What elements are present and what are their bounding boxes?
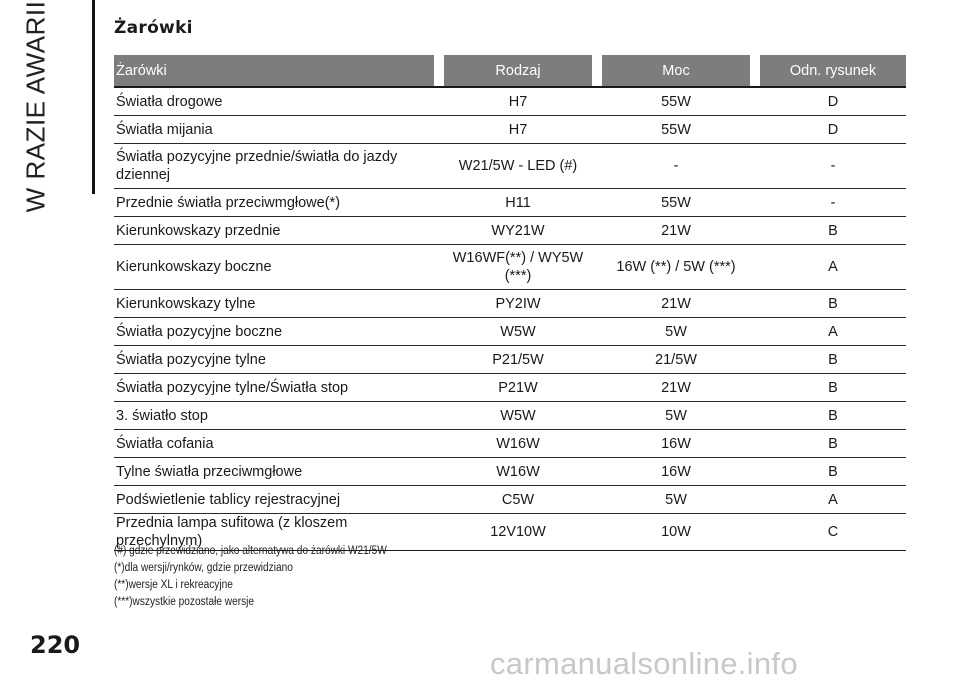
bulb-figure-ref: D (760, 116, 906, 144)
bulb-power: 21W (602, 217, 750, 245)
bulb-type: P21W (444, 374, 592, 402)
bulb-power: 16W (602, 430, 750, 458)
bulb-type: H7 (444, 88, 592, 116)
bulb-figure-ref: - (760, 189, 906, 217)
bulb-table (114, 55, 906, 551)
bulb-figure-ref: C (760, 514, 906, 551)
bulb-figure-ref: D (760, 88, 906, 116)
bulb-power: 55W (602, 189, 750, 217)
bulb-type: W5W (444, 402, 592, 430)
bulb-name: Przednie światła przeciwmgłowe(*) (114, 189, 434, 217)
footnotes (114, 543, 387, 611)
bulb-power: 5W (602, 318, 750, 346)
table-row (114, 402, 906, 430)
bulb-name: Światła pozycyjne boczne (114, 318, 434, 346)
bulb-power: 21/5W (602, 346, 750, 374)
bulb-type: H7 (444, 116, 592, 144)
table-row (114, 486, 906, 514)
bulb-type: PY2IW (444, 290, 592, 318)
bulb-name: Światła mijania (114, 116, 434, 144)
bulb-name: Światła cofania (114, 430, 434, 458)
table-header-row (114, 55, 906, 88)
table-row (114, 144, 906, 189)
bulb-power: 5W (602, 486, 750, 514)
bulb-figure-ref: B (760, 430, 906, 458)
bulb-power: - (602, 144, 750, 189)
bulb-name: Światła drogowe (114, 88, 434, 116)
bulb-figure-ref: B (760, 458, 906, 486)
bulb-figure-ref: B (760, 402, 906, 430)
bulb-type: W16WF(**) / WY5W (***) (444, 245, 592, 290)
table-row (114, 245, 906, 290)
table-row (114, 116, 906, 144)
table-row (114, 458, 906, 486)
bulb-type: W16W (444, 430, 592, 458)
table-row (114, 374, 906, 402)
chapter-title-text: W RAZIE AWARII (20, 0, 51, 212)
bulb-name: Światła pozycyjne przednie/światła do jazdy dziennej (114, 144, 434, 189)
bulb-power: 16W (**) / 5W (***) (602, 245, 750, 290)
bulb-figure-ref: A (760, 245, 906, 290)
header-bulbs: Żarówki (114, 55, 434, 88)
bulb-figure-ref: B (760, 217, 906, 245)
table-row (114, 290, 906, 318)
bulb-type: W16W (444, 458, 592, 486)
bulb-figure-ref: B (760, 290, 906, 318)
bulb-name: Kierunkowskazy przednie (114, 217, 434, 245)
bulb-power: 21W (602, 290, 750, 318)
table-row (114, 189, 906, 217)
bulb-power: 16W (602, 458, 750, 486)
section-title: Żarówki (114, 18, 193, 38)
bulb-name: Podświetlenie tablicy rejestracyjnej (114, 486, 434, 514)
table-row (114, 217, 906, 245)
footnote: (*)dla wersji/rynków, gdzie przewidziano (114, 562, 293, 574)
bulb-type: WY21W (444, 217, 592, 245)
bulb-figure-ref: A (760, 486, 906, 514)
bulb-type: C5W (444, 486, 592, 514)
bulb-type: H11 (444, 189, 592, 217)
page-number: 220 (30, 631, 81, 659)
header-figure-ref: Odn. rysunek (760, 55, 906, 88)
bulb-name: Światła pozycyjne tylne (114, 346, 434, 374)
bulb-name: 3. światło stop (114, 402, 434, 430)
footnote: (#) gdzie przewidziano, jako alternatywa do żarówki W21/5W (114, 545, 387, 557)
bulb-type: W21/5W - LED (#) (444, 144, 592, 189)
bulb-name: Tylne światła przeciwmgłowe (114, 458, 434, 486)
header-type: Rodzaj (444, 55, 592, 88)
bulb-name: Światła pozycyjne tylne/Światła stop (114, 374, 434, 402)
bulb-type: P21/5W (444, 346, 592, 374)
bulb-type: W5W (444, 318, 592, 346)
bulb-power: 5W (602, 402, 750, 430)
bulb-type: 12V10W (444, 514, 592, 551)
watermark: carmanualsonline.info (490, 646, 798, 681)
table-row (114, 318, 906, 346)
chapter-title-vertical (18, 0, 54, 212)
bulb-figure-ref: A (760, 318, 906, 346)
header-power: Moc (602, 55, 750, 88)
footnote: (***)wszystkie pozostałe wersje (114, 596, 255, 608)
bulb-name: Przednia lampa sufitowa (z kloszem przechylnym) (114, 514, 434, 551)
bulb-power: 55W (602, 116, 750, 144)
footnote: (**)wersje XL i rekreacyjne (114, 579, 233, 591)
bulb-figure-ref: B (760, 346, 906, 374)
bulb-figure-ref: B (760, 374, 906, 402)
bulb-power: 21W (602, 374, 750, 402)
chapter-divider (92, 0, 95, 194)
bulb-figure-ref: - (760, 144, 906, 189)
bulb-power: 10W (602, 514, 750, 551)
table-row (114, 88, 906, 116)
bulb-power: 55W (602, 88, 750, 116)
bulb-name: Kierunkowskazy boczne (114, 245, 434, 290)
table-row (114, 430, 906, 458)
table-row (114, 346, 906, 374)
bulb-name: Kierunkowskazy tylne (114, 290, 434, 318)
